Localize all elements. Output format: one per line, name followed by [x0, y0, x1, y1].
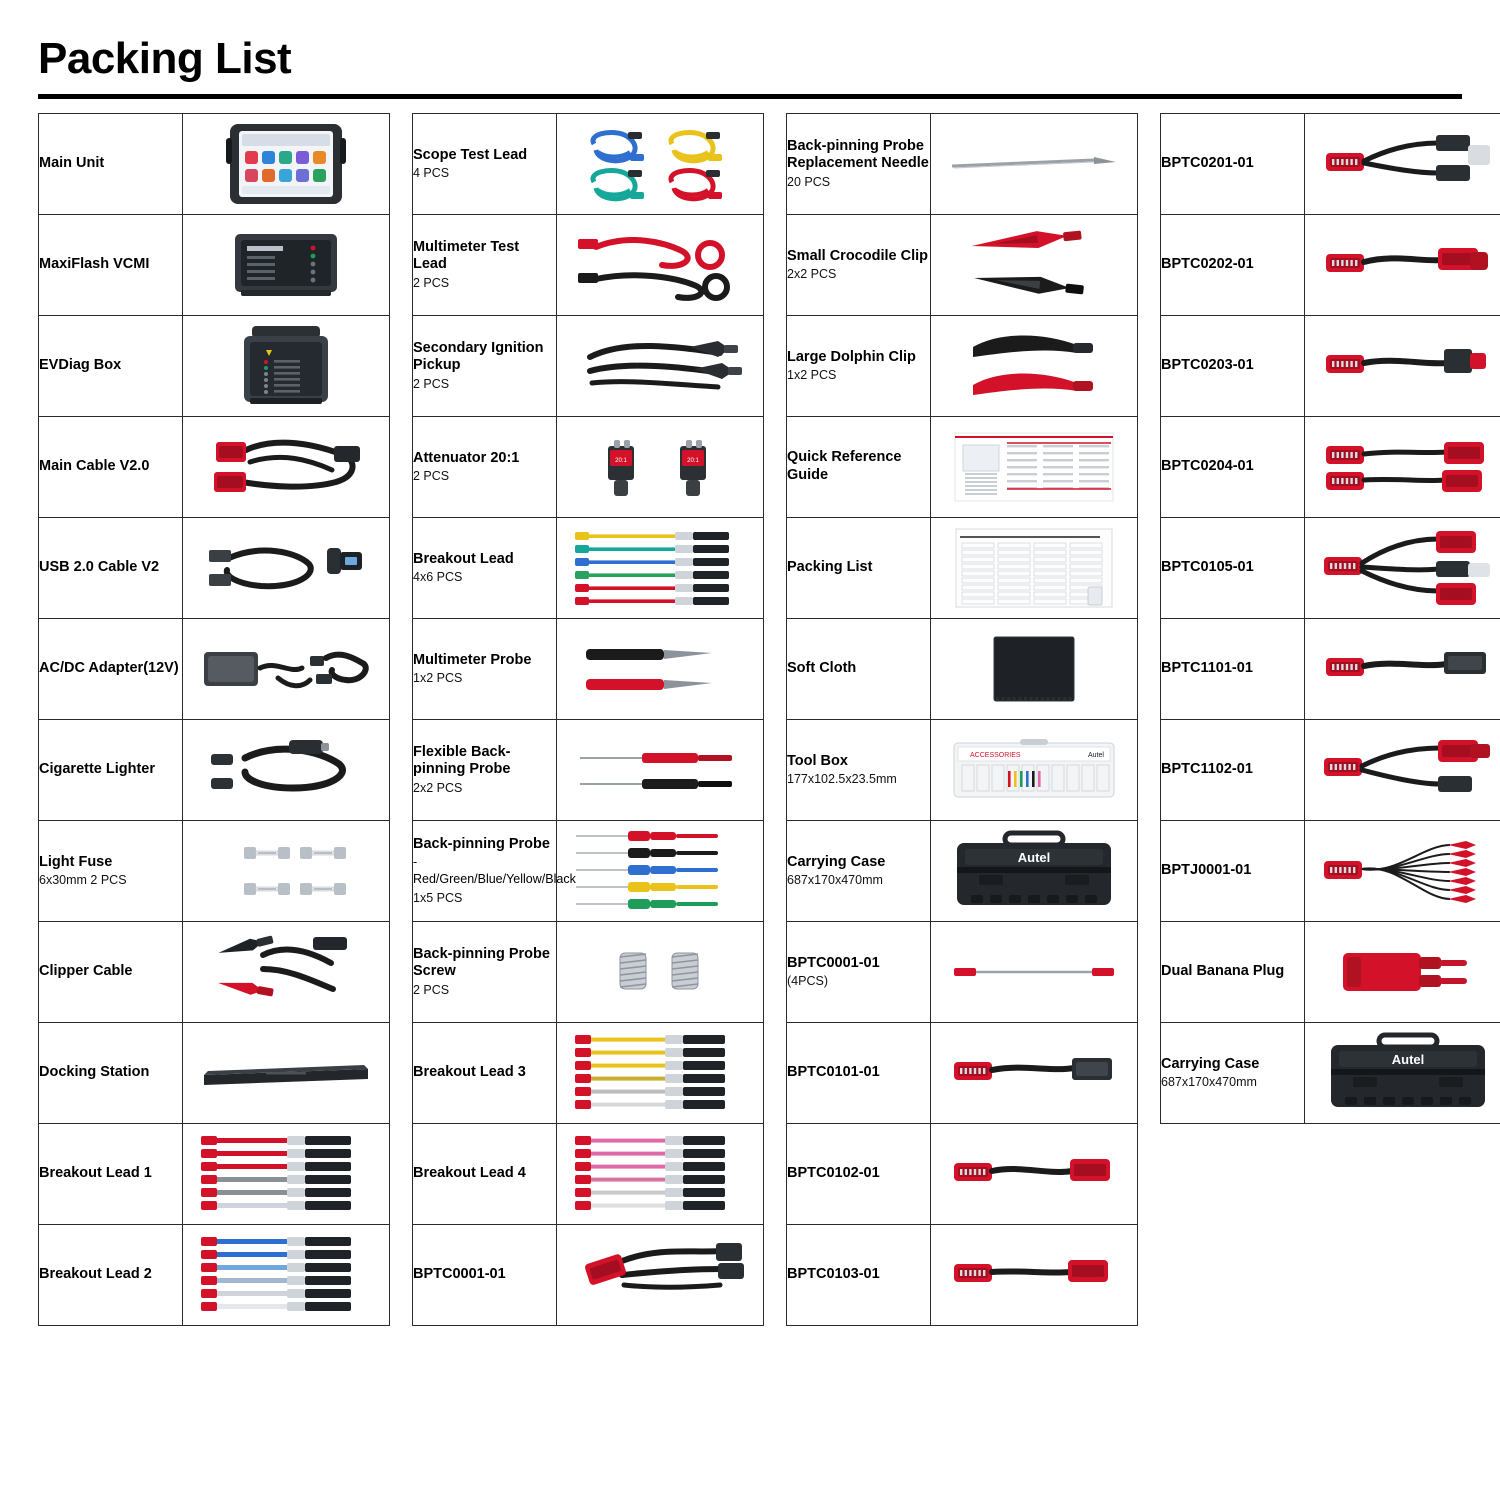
- item-label-cell: [1161, 720, 1305, 821]
- item-image-cell: [556, 518, 763, 619]
- svg-text:Autel: Autel: [1391, 1052, 1425, 1067]
- item-image-cell: [182, 1124, 389, 1225]
- table-row: [1161, 1023, 1500, 1124]
- item-label: Back-pinning Probe - Red/Green/Blue/Yellow/Black: [413, 835, 576, 887]
- item-label: Tool Box: [787, 752, 848, 769]
- svg-text:Autel: Autel: [1017, 850, 1051, 865]
- item-label-cell: [413, 922, 557, 1023]
- replacement-needle-icon: [931, 114, 1137, 214]
- table-row: [39, 1225, 390, 1326]
- item-label: Breakout Lead 1: [39, 1165, 152, 1182]
- item-label: Carrying Case: [787, 853, 886, 870]
- item-label-cell: [39, 1225, 183, 1326]
- item-image-cell: [556, 821, 763, 922]
- adapter-0103-icon: [931, 1225, 1137, 1325]
- item-label: Secondary Ignition Pickup: [413, 339, 544, 374]
- multimeter-test-lead-icon: [557, 215, 763, 315]
- table-row: [413, 720, 764, 821]
- item-label: BPTC0001-01: [787, 954, 880, 971]
- item-label-cell: [413, 215, 557, 316]
- item-label: Back-pinning Probe Screw: [413, 945, 550, 980]
- item-quantity: 1x2 PCS: [413, 671, 463, 686]
- table-row: [39, 316, 390, 417]
- table-row: [413, 215, 764, 316]
- item-label-cell: [787, 720, 931, 821]
- column-3: [786, 113, 1138, 1326]
- adapter-0101-icon: [931, 1023, 1137, 1123]
- item-label: Packing List: [787, 559, 873, 576]
- item-label-cell: [1161, 1023, 1305, 1124]
- table-row: [1161, 720, 1500, 821]
- table-row: [787, 316, 1138, 417]
- item-quantity: 6x30mm 2 PCS: [39, 873, 127, 888]
- item-image-cell: [556, 720, 763, 821]
- item-quantity: 2 PCS: [413, 983, 450, 998]
- item-quantity: 2 PCS: [413, 276, 450, 291]
- table-row: [1161, 316, 1500, 417]
- item-label: BPTC0105-01: [1161, 559, 1254, 576]
- table-row: [1161, 417, 1500, 518]
- breakout-lead-3-icon: [557, 1023, 763, 1123]
- item-label-cell: [787, 619, 931, 720]
- item-label-cell: [413, 821, 576, 922]
- item-label-cell: [39, 417, 183, 518]
- adapter-0204-icon: [1305, 417, 1500, 517]
- item-label: BPTC0203-01: [1161, 357, 1254, 374]
- item-label: Small Crocodile Clip: [787, 247, 928, 264]
- multimeter-probe-icon: [557, 619, 763, 719]
- adapter-0105-icon: [1305, 518, 1500, 618]
- item-label-cell: [1161, 316, 1305, 417]
- table-row: [787, 1023, 1138, 1124]
- item-label-cell: [1161, 922, 1305, 1023]
- item-label-cell: [39, 1023, 183, 1124]
- svg-text:ACCESSORIES: ACCESSORIES: [969, 752, 1021, 759]
- item-label-cell: [413, 1124, 557, 1225]
- item-label: BPTC0103-01: [787, 1266, 880, 1283]
- item-quantity: 687x170x470mm: [787, 873, 883, 888]
- item-label: Breakout Lead 3: [413, 1064, 526, 1081]
- item-image-cell: [182, 922, 389, 1023]
- item-quantity: 2 PCS: [413, 377, 450, 392]
- item-image-cell: [182, 1023, 389, 1124]
- item-label-cell: [787, 417, 931, 518]
- adapter-0102-icon: [931, 1124, 1137, 1224]
- secondary-ignition-pickup-icon: [557, 316, 763, 416]
- item-label-cell: [39, 720, 183, 821]
- quick-reference-guide-icon: [931, 417, 1137, 517]
- item-label-cell: [787, 1124, 931, 1225]
- evdiag-box-icon: [183, 316, 389, 416]
- back-pinning-probe-colors-icon: [557, 821, 763, 921]
- adapter-1101-icon: [1305, 619, 1500, 719]
- main-cable-icon: [183, 417, 389, 517]
- item-label-cell: [39, 821, 183, 922]
- item-label: BPTC1101-01: [1161, 660, 1253, 677]
- dual-banana-plug-icon: [1305, 922, 1500, 1022]
- item-label: BPTC0001-01: [413, 1266, 506, 1283]
- item-label-cell: [1161, 619, 1305, 720]
- cigarette-lighter-icon: [183, 720, 389, 820]
- item-image-cell: [930, 922, 1137, 1023]
- breakout-lead-1-icon: [183, 1124, 389, 1224]
- table-row: [413, 619, 764, 720]
- item-label-cell: [1161, 114, 1305, 215]
- adapter-1102-icon: [1305, 720, 1500, 820]
- item-image-cell: [1304, 114, 1500, 215]
- item-label-cell: [39, 619, 183, 720]
- item-image-cell: [1304, 417, 1500, 518]
- table-row: [1161, 821, 1500, 922]
- item-label: BPTC0101-01: [787, 1064, 880, 1081]
- svg-text:20:1: 20:1: [615, 458, 627, 464]
- item-image-cell: [556, 1225, 763, 1326]
- item-quantity: 4x6 PCS: [413, 570, 463, 585]
- item-image-cell: [1304, 1023, 1500, 1124]
- item-image-cell: [556, 215, 763, 316]
- table-row: [413, 1124, 764, 1225]
- item-quantity: 687x170x470mm: [1161, 1075, 1257, 1090]
- vcmi-box-icon: [183, 215, 389, 315]
- item-label: EVDiag Box: [39, 357, 122, 374]
- table-row: [413, 114, 764, 215]
- item-image-cell: [930, 417, 1137, 518]
- item-label: Back-pinning Probe Replacement Needle: [787, 137, 929, 172]
- item-image-cell: [1304, 316, 1500, 417]
- item-quantity: 2 PCS: [413, 469, 450, 484]
- item-label: Breakout Lead: [413, 550, 514, 567]
- item-quantity: (4PCS): [787, 974, 828, 989]
- item-label: BPTC0102-01: [787, 1165, 880, 1182]
- table-row: [39, 215, 390, 316]
- item-image-cell: [182, 215, 389, 316]
- item-image-cell: [930, 619, 1137, 720]
- item-image-cell: [182, 417, 389, 518]
- item-label-cell: [413, 316, 557, 417]
- item-label: Soft Cloth: [787, 660, 857, 677]
- item-label: Main Unit: [39, 155, 105, 172]
- item-quantity: 1x2 PCS: [787, 368, 837, 383]
- item-label-cell: [39, 215, 183, 316]
- table-row: [787, 417, 1138, 518]
- item-image-cell: [556, 316, 763, 417]
- item-image-cell: [556, 417, 763, 518]
- table-row: [787, 821, 1138, 922]
- tablet-device-icon: [183, 114, 389, 214]
- item-label: Carrying Case: [1161, 1055, 1260, 1072]
- item-label-cell: [787, 821, 931, 922]
- item-label: Flexible Back-pinning Probe: [413, 743, 511, 778]
- item-label-cell: [413, 114, 557, 215]
- item-label: Dual Banana Plug: [1161, 963, 1285, 980]
- item-label-cell: [1161, 417, 1305, 518]
- item-quantity: 2x2 PCS: [413, 781, 463, 796]
- item-label: Breakout Lead 4: [413, 1165, 526, 1182]
- adapter-0201-icon: [1305, 114, 1500, 214]
- item-label: Main Cable V2.0: [39, 458, 150, 475]
- table-row: [39, 1124, 390, 1225]
- item-image-cell: [182, 821, 389, 922]
- attenuator-icon: [557, 417, 763, 517]
- item-label: Docking Station: [39, 1064, 150, 1081]
- item-image-cell: [930, 215, 1137, 316]
- column-2-table: [412, 113, 764, 1326]
- item-image-cell: [1304, 215, 1500, 316]
- column-4: [1160, 113, 1500, 1124]
- carrying-case-icon: [931, 821, 1137, 921]
- item-label-cell: [413, 417, 557, 518]
- item-label-cell: [1161, 518, 1305, 619]
- usb-cable-icon: [183, 518, 389, 618]
- item-label-cell: [413, 720, 557, 821]
- table-row: [787, 518, 1138, 619]
- item-label-cell: [39, 922, 183, 1023]
- table-row: [39, 821, 390, 922]
- item-label-cell: [413, 1023, 557, 1124]
- table-row: [787, 619, 1138, 720]
- bptc0001-cable-icon: [557, 1225, 763, 1325]
- table-row: [787, 720, 1138, 821]
- item-label-detail: - Red/Green/Blue/Yellow/Black: [413, 854, 576, 887]
- item-label-cell: [1161, 215, 1305, 316]
- adapter-0202-icon: [1305, 215, 1500, 315]
- table-row: [39, 1023, 390, 1124]
- table-row: [39, 114, 390, 215]
- breakout-lead-2-icon: [183, 1225, 389, 1325]
- item-image-cell: [930, 1023, 1137, 1124]
- item-label-cell: [787, 215, 931, 316]
- item-label: USB 2.0 Cable V2: [39, 559, 160, 576]
- item-image-cell: [930, 518, 1137, 619]
- item-label: BPTC0204-01: [1161, 458, 1254, 475]
- item-image-cell: [930, 720, 1137, 821]
- table-row: [39, 619, 390, 720]
- table-row: [39, 518, 390, 619]
- item-label-cell: [787, 1023, 931, 1124]
- item-image-cell: [930, 821, 1137, 922]
- item-label: BPTJ0001-01: [1161, 862, 1252, 879]
- back-pinning-probe-screw-icon: [557, 922, 763, 1022]
- bptc0001-banana-icon: [931, 922, 1137, 1022]
- title-divider: [38, 94, 1462, 99]
- item-image-cell: [182, 1225, 389, 1326]
- item-label: Scope Test Lead: [413, 146, 528, 163]
- item-quantity: 20 PCS: [787, 175, 831, 190]
- item-label-cell: [413, 1225, 557, 1326]
- item-label: BPTC0201-01: [1161, 155, 1254, 172]
- item-image-cell: [182, 114, 389, 215]
- table-row: [1161, 518, 1500, 619]
- table-row: [413, 1023, 764, 1124]
- item-label-cell: [787, 518, 931, 619]
- item-label: Large Dolphin Clip: [787, 348, 916, 365]
- item-label: Cigarette Lighter: [39, 761, 156, 778]
- svg-text:20:1: 20:1: [687, 458, 699, 464]
- column-4-table: [1160, 113, 1500, 1124]
- item-image-cell: [182, 619, 389, 720]
- item-image-cell: [182, 518, 389, 619]
- table-row: [1161, 922, 1500, 1023]
- ac-dc-adapter-icon: [183, 619, 389, 719]
- item-label-cell: [39, 518, 183, 619]
- table-row: [413, 518, 764, 619]
- item-label: MaxiFlash VCMI: [39, 256, 150, 273]
- item-label-cell: [787, 922, 931, 1023]
- item-image-cell: [556, 1023, 763, 1124]
- table-row: [39, 720, 390, 821]
- item-label-cell: [39, 1124, 183, 1225]
- table-row: [1161, 619, 1500, 720]
- light-fuse-icon: [183, 821, 389, 921]
- item-label: Quick Reference Guide: [787, 449, 902, 483]
- item-quantity: 4 PCS: [413, 166, 450, 181]
- table-row: [787, 1225, 1138, 1326]
- table-row: [787, 1124, 1138, 1225]
- item-label: Multimeter Probe: [413, 651, 532, 668]
- item-quantity: 2x2 PCS: [787, 267, 837, 282]
- item-image-cell: [1304, 518, 1500, 619]
- item-label: Light Fuse: [39, 853, 113, 870]
- item-image-cell: [556, 922, 763, 1023]
- table-row: [787, 114, 1138, 215]
- scope-test-lead-icon: [557, 114, 763, 214]
- item-label: Clipper Cable: [39, 963, 133, 980]
- table-row: [413, 821, 764, 922]
- packing-list-columns: [38, 113, 1462, 1326]
- table-row: [1161, 114, 1500, 215]
- item-image-cell: [930, 1124, 1137, 1225]
- large-dolphin-clip-icon: [931, 316, 1137, 416]
- column-1-table: [38, 113, 390, 1326]
- item-image-cell: [182, 316, 389, 417]
- docking-station-icon: [183, 1023, 389, 1123]
- item-label-cell: [39, 316, 183, 417]
- item-label: BPTC0202-01: [1161, 256, 1254, 273]
- item-label: BPTC1102-01: [1161, 761, 1253, 778]
- adapter-j0001-icon: [1305, 821, 1500, 921]
- table-row: [413, 316, 764, 417]
- item-image-cell: [182, 720, 389, 821]
- table-row: [413, 417, 764, 518]
- item-label-cell: [787, 316, 931, 417]
- column-2: [412, 113, 764, 1326]
- packing-list-sheet-icon: [931, 518, 1137, 618]
- adapter-0203-icon: [1305, 316, 1500, 416]
- svg-text:Autel: Autel: [1087, 752, 1104, 759]
- item-label: Breakout Lead 2: [39, 1266, 152, 1283]
- item-label: Multimeter Test Lead: [413, 238, 520, 273]
- item-image-cell: [556, 1124, 763, 1225]
- table-row: [413, 1225, 764, 1326]
- item-label-cell: [1161, 821, 1305, 922]
- item-label: AC/DC Adapter(12V): [39, 660, 179, 677]
- table-row: [39, 922, 390, 1023]
- item-label-cell: [787, 114, 931, 215]
- item-image-cell: [1304, 821, 1500, 922]
- flexible-back-pinning-probe-icon: [557, 720, 763, 820]
- column-3-table: [786, 113, 1138, 1326]
- table-row: [787, 215, 1138, 316]
- item-image-cell: [556, 619, 763, 720]
- table-row: [787, 922, 1138, 1023]
- page-title: Packing List: [38, 34, 292, 83]
- soft-cloth-icon: [931, 619, 1137, 719]
- breakout-lead-4-icon: [557, 1124, 763, 1224]
- item-image-cell: [1304, 619, 1500, 720]
- item-label-cell: [787, 1225, 931, 1326]
- item-quantity: 1x5 PCS: [413, 890, 463, 905]
- table-row: [39, 417, 390, 518]
- clipper-cable-icon: [183, 922, 389, 1022]
- item-image-cell: [930, 114, 1137, 215]
- item-label: Attenuator 20:1: [413, 449, 520, 466]
- item-label-cell: [39, 114, 183, 215]
- column-1: [38, 113, 390, 1326]
- item-image-cell: [1304, 922, 1500, 1023]
- table-row: [1161, 215, 1500, 316]
- item-label-cell: [413, 518, 557, 619]
- tool-box-icon: [931, 720, 1137, 820]
- item-image-cell: [556, 114, 763, 215]
- item-image-cell: [1304, 720, 1500, 821]
- breakout-lead-multi-icon: [557, 518, 763, 618]
- carrying-case-2-icon: [1305, 1023, 1500, 1123]
- item-image-cell: [930, 1225, 1137, 1326]
- table-row: [413, 922, 764, 1023]
- small-crocodile-clip-icon: [931, 215, 1137, 315]
- item-label-cell: [413, 619, 557, 720]
- item-quantity: 177x102.5x23.5mm: [787, 772, 897, 787]
- item-image-cell: [930, 316, 1137, 417]
